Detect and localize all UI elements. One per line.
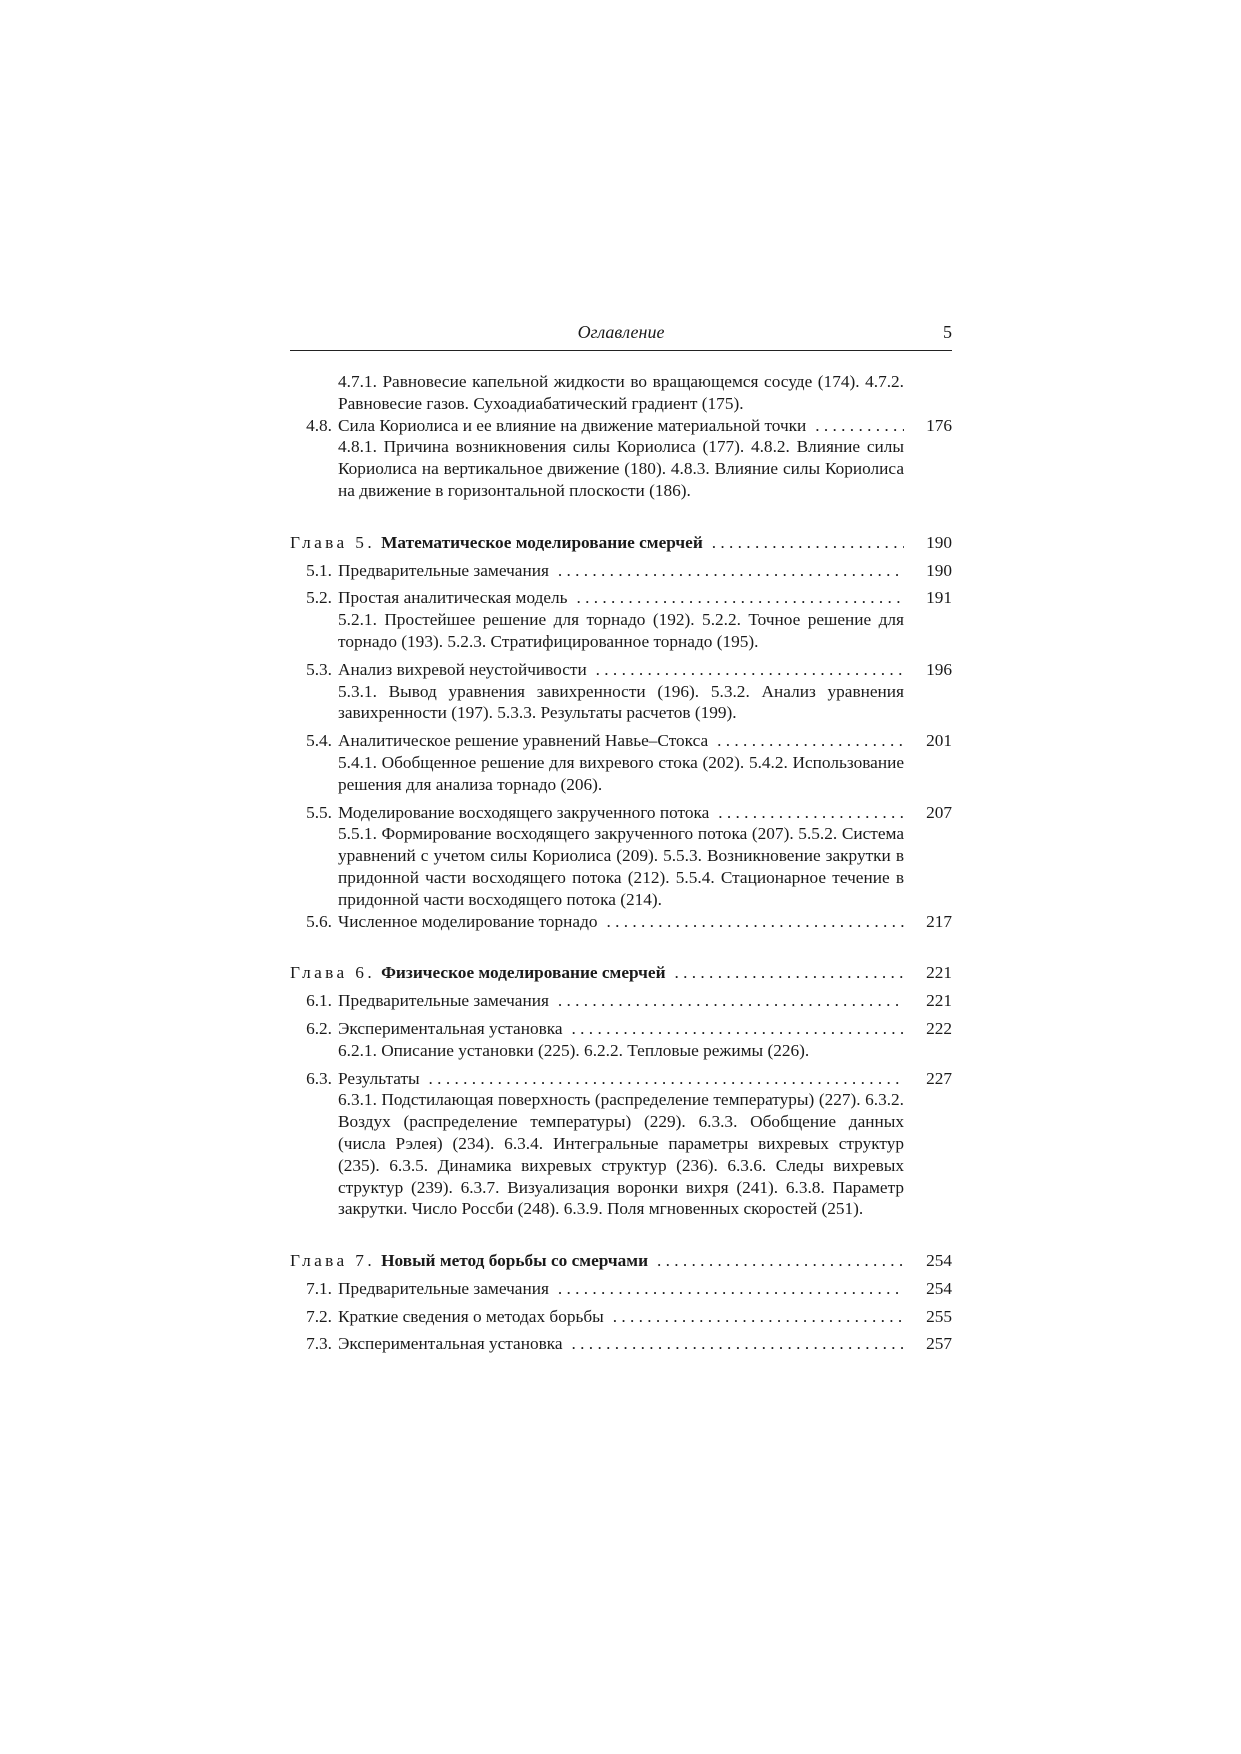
leader-dots (708, 730, 904, 752)
running-title: Оглавление (577, 322, 665, 342)
toc-entry-5-4[interactable] (290, 730, 952, 795)
chapter-title: Физическое моделирование смерчей (381, 963, 666, 983)
section-number: 5.2. (306, 588, 332, 608)
section-title: Краткие сведения о методах борьбы (338, 1306, 604, 1326)
leader-dots (666, 962, 904, 984)
running-header (290, 322, 952, 351)
section-number: 5.4. (306, 731, 332, 751)
section-title: Экспериментальная установка (338, 1018, 563, 1038)
toc-page (290, 322, 952, 1355)
subsections: 5.4.1. Обобщенное решение для вихревого стока (202). 5.4.2. Использование решения для анализа торнадо (206). (338, 752, 904, 794)
toc-entry-4-8[interactable] (290, 415, 952, 502)
section-title: Простая аналитическая модель (338, 588, 568, 608)
toc-entry-6-1[interactable] (290, 990, 952, 1012)
chapter-page: 254 (926, 1251, 952, 1271)
section-title: Предварительные замечания (338, 560, 549, 580)
toc-body (290, 351, 952, 1355)
subsections: 5.3.1. Вывод уравнения завихренности (196). 5.3.2. Анализ уравнения завихренности (197). 5.3.3. Результаты расчетов (199). (338, 681, 904, 723)
chapter-label: Глава 6. (290, 963, 376, 983)
leader-dots (648, 1250, 904, 1272)
section-number: 5.6. (306, 911, 332, 931)
section-page: 191 (926, 588, 952, 608)
section-page: 222 (926, 1018, 952, 1038)
chapter-title: Математическое моделирование смерчей (381, 532, 703, 552)
leader-dots (598, 911, 904, 933)
subsections: 5.5.1. Формирование восходящего закрученного потока (207). 5.5.2. Система уравнений с учетом силы Кориолиса (209). 5.5.3. Возникновение закрутки в придонной части восходящего потока (212). 5.5.4. Стационарное течение в придонной части восходящего потока (214). (338, 824, 904, 909)
section-title: Анализ вихревой неустойчивости (338, 659, 587, 679)
toc-entry-7-1[interactable] (290, 1278, 952, 1300)
section-page: 255 (926, 1306, 952, 1326)
toc-entry-7-2[interactable] (290, 1306, 952, 1328)
section-page: 257 (926, 1334, 952, 1354)
section-number: 6.3. (306, 1068, 332, 1088)
section-page: 196 (926, 659, 952, 679)
toc-chapter-7[interactable] (290, 1250, 952, 1272)
section-title: Аналитическое решение уравнений Навье–Стокса (338, 731, 709, 751)
subsections: 5.2.1. Простейшее решение для торнадо (192). 5.2.2. Точное решение для торнадо (193). 5.2.3. Стратифицированное торнадо (195). (338, 610, 904, 651)
section-number: 7.2. (306, 1306, 332, 1326)
leader-dots (563, 1018, 904, 1040)
continuation-subsections: 4.7.1. Равновесие капельной жидкости во вращающемся сосуде (174). 4.7.2. Равновесие газов. Сухоадиабатический градиент (175). (338, 372, 904, 413)
section-page: 201 (926, 731, 952, 751)
leader-dots (549, 560, 904, 582)
leader-dots (587, 659, 904, 681)
section-number: 7.3. (306, 1334, 332, 1354)
section-number: 4.8. (306, 415, 332, 435)
section-title: Моделирование восходящего закрученного потока (338, 802, 710, 822)
subsections: 6.3.1. Подстилающая поверхность (распределение температуры) (227). 6.3.2. Воздух (распределение температуры) (229). 6.3.3. Обобщение данных (числа Рэлея) (234). 6.3.4. Интегральные параметры вихревых структур (235). 6.3.5. Динамика вихревых структур (236). 6.3.6. Следы вихревых структур (239). 6.3.7. Визуализация воронки вихря (241). 6.3.8. Параметр закрутки. Число Россби (248). 6.3.9. Поля мгновенных скоростей (251). (338, 1090, 904, 1219)
section-page: 217 (926, 911, 952, 931)
leader-dots (806, 415, 904, 437)
chapter-page: 190 (926, 532, 952, 552)
toc-entry-5-5[interactable] (290, 802, 952, 911)
section-page: 221 (926, 991, 952, 1011)
section-number: 5.5. (306, 802, 332, 822)
section-number: 5.1. (306, 560, 332, 580)
chapter-label: Глава 7. (290, 1251, 376, 1271)
section-title: Экспериментальная установка (338, 1334, 563, 1354)
toc-entry-7-3[interactable] (290, 1333, 952, 1355)
section-title: Предварительные замечания (338, 991, 549, 1011)
section-page: 190 (926, 560, 952, 580)
section-page: 176 (926, 415, 952, 435)
toc-chapter-6[interactable] (290, 962, 952, 984)
section-number: 6.2. (306, 1018, 332, 1038)
leader-dots (420, 1068, 904, 1090)
section-page: 254 (926, 1278, 952, 1298)
section-title: Сила Кориолиса и ее влияние на движение материальной точки (338, 415, 807, 435)
leader-dots (568, 587, 904, 609)
section-number: 7.1. (306, 1278, 332, 1298)
leader-dots (563, 1333, 904, 1355)
section-title: Численное моделирование торнадо (338, 911, 598, 931)
subsections: 6.2.1. Описание установки (225). 6.2.2. Тепловые режимы (226). (338, 1040, 810, 1060)
chapter-title: Новый метод борьбы со смерчами (381, 1251, 649, 1271)
leader-dots (703, 532, 904, 554)
leader-dots (709, 802, 904, 824)
toc-entry-5-1[interactable] (290, 560, 952, 582)
section-page: 227 (926, 1068, 952, 1088)
subsections: 4.8.1. Причина возникновения силы Кориолиса (177). 4.8.2. Влияние силы Кориолиса на вертикальное движение (180). 4.8.3. Влияние силы Кориолиса на движение в горизонтальной плоскости (186). (338, 437, 904, 500)
section-number: 5.3. (306, 659, 332, 679)
chapter-label: Глава 5. (290, 532, 376, 552)
section-title: Результаты (338, 1068, 420, 1088)
leader-dots (549, 1278, 904, 1300)
toc-chapter-5[interactable] (290, 532, 952, 554)
leader-dots (549, 990, 904, 1012)
toc-entry-6-3[interactable] (290, 1068, 952, 1221)
toc-entry-5-3[interactable] (290, 659, 952, 724)
toc-entry-5-6[interactable] (290, 911, 952, 933)
toc-entry-5-2[interactable] (290, 587, 952, 652)
page-number: 5 (943, 322, 952, 342)
section-number: 6.1. (306, 991, 332, 1011)
chapter-page: 221 (926, 963, 952, 983)
toc-entry-6-2[interactable] (290, 1018, 952, 1062)
section-page: 207 (926, 802, 952, 822)
section-title: Предварительные замечания (338, 1278, 549, 1298)
leader-dots (604, 1306, 904, 1328)
